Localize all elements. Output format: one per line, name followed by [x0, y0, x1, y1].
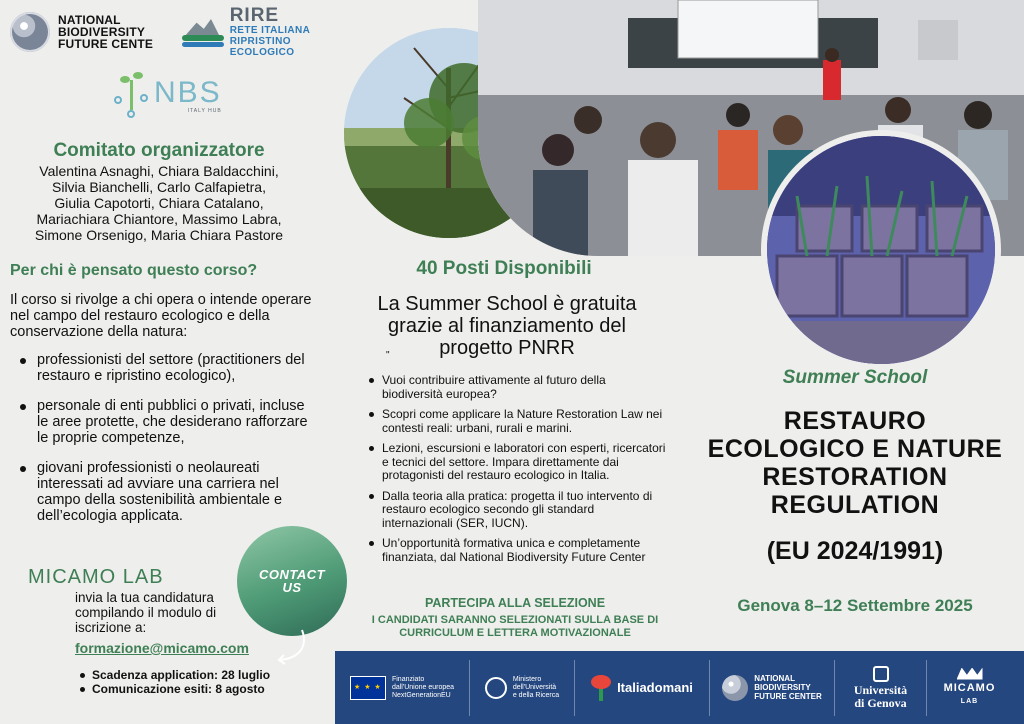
university-crest-icon: [873, 666, 889, 682]
summer-school-label: Summer School: [782, 367, 928, 388]
italian-emblem-icon: [485, 677, 507, 699]
list-item: Lezioni, escursioni e laboratori con esperti, ricercatori e tecnici del settore. Impara direttamente dai protagonisti del restauro ecologico in Italia.: [366, 442, 666, 483]
event-dates-location: Genova 8–12 Settembre 2025: [737, 596, 973, 615]
italiadomani-logo: Italiadomani: [575, 660, 710, 716]
curved-arrow-icon: [272, 628, 312, 668]
nbfc-footer-logo: NATIONAL BIODIVERSITY FUTURE CENTER: [710, 660, 835, 716]
mountain-river-icon: [182, 13, 224, 51]
list-item: Dalla teoria alla pratica: progetta il tuo intervento di restauro ecologico secondo gli standard internazionali (SER, IUCN).: [366, 490, 666, 531]
biodiversity-sphere-icon: [722, 675, 748, 701]
eu-regulation-number: (EU 2024/1991): [766, 537, 944, 565]
list-item: giovani professionisti o neolaureati interessati ad avviare una carriera nel campo della sostenibilità ambientale e dell’ecologia applicata.: [18, 460, 318, 524]
nbs-logo-subtitle: ITALY HUB: [187, 108, 222, 114]
plant-network-icon: [112, 70, 150, 122]
email-link[interactable]: formazione@micamo.com: [75, 640, 249, 656]
nbs-italy-hub-logo: [112, 68, 222, 124]
comitato-names: Valentina Asnaghi, Chiara Baldacchini, Silvia Bianchelli, Carlo Calfapietra, Giulia Capotorti, Chiara Catalano, Mariachiara Chiantore, Massimo Labra, Simone Orsenigo, Maria Chiara Pastore: [34, 163, 284, 243]
selection-heading: PARTECIPA ALLA SELEZIONE: [424, 596, 606, 610]
course-title: RESTAURO ECOLOGICO E NATURE RESTORATION REGULATION: [707, 407, 1003, 519]
deadline-application: Scadenza application: 28 luglio: [80, 668, 270, 682]
funding-statement: La Summer School è gratuita grazie al finanziamento del progetto PNRR: [377, 293, 637, 359]
ministry-logo: Ministero dell'Università e della Ricerca: [470, 660, 575, 716]
seedlings-photo: [767, 136, 995, 364]
rire-logo-title: RIRE: [229, 5, 280, 26]
contact-us-button[interactable]: CONTACT US: [237, 526, 347, 636]
application-instructions: invia la tua candidatura compilando il modulo di iscrizione a:: [75, 590, 217, 635]
highlights-list: [366, 374, 666, 571]
nbfc-logo: [10, 10, 180, 54]
list-item: personale di enti pubblici o privati, incluse le aree protette, che desiderano rafforzare le proprie competenze,: [18, 398, 318, 446]
selection-criteria: I CANDIDATI SARANNO SELEZIONATI SULLA BASE DI CURRICULUM E LETTERA MOTIVAZIONALE: [371, 614, 659, 639]
eu-flag-icon: [350, 676, 386, 700]
audience-list: [18, 352, 318, 538]
comitato-title: Comitato organizzatore: [53, 140, 265, 161]
funding-footer: [335, 651, 1024, 724]
italiadomani-tree-icon: [591, 675, 611, 701]
list-item: Scopri come applicare la Nature Restoration Law nei contesti reali: urbani, rurali e marini.: [366, 408, 666, 435]
nbfc-logo-text: NATIONAL BIODIVERSITY FUTURE CENTE: [58, 13, 154, 51]
list-item: Un’opportunità formativa unica e completamente finanziata, dal National Biodiversity Future Center: [366, 537, 666, 564]
eu-funding-logo: ★ ★ ★ Finanziato dall'Unione europea NextGenerationEU: [335, 660, 470, 716]
micamo-mark-icon: [957, 668, 983, 680]
nbs-logo-text: NBS: [154, 76, 222, 109]
rire-logo-subtitle-2: RIPRISTINO ECOLOGICO: [229, 36, 295, 58]
available-seats: 40 Posti Disponibili: [416, 258, 592, 279]
unige-logo: Università di Genova: [835, 660, 927, 716]
quote-mark: ": [386, 350, 390, 361]
micamo-footer-logo: MICAMO LAB: [927, 660, 1012, 716]
list-item: Vuoi contribuire attivamente al futuro della biodiversità europea?: [366, 374, 666, 401]
rire-logo: [182, 5, 352, 58]
deadline-list: [80, 668, 270, 696]
rire-logo-subtitle-1: RETE ITALIANA: [229, 25, 311, 36]
list-item: professionisti del settore (practitioners del restauro e ripristino ecologico),: [18, 352, 318, 384]
biodiversity-sphere-icon: [10, 12, 50, 52]
deadline-results: Comunicazione esiti: 8 agosto: [80, 682, 270, 696]
micamo-lab-title: MICAMO LAB: [28, 566, 164, 588]
audience-heading: Per chi è pensato questo corso?: [10, 262, 258, 279]
audience-intro: Il corso si rivolge a chi opera o intende operare nel campo del restauro ecologico e della conservazione della natura:: [10, 292, 312, 340]
